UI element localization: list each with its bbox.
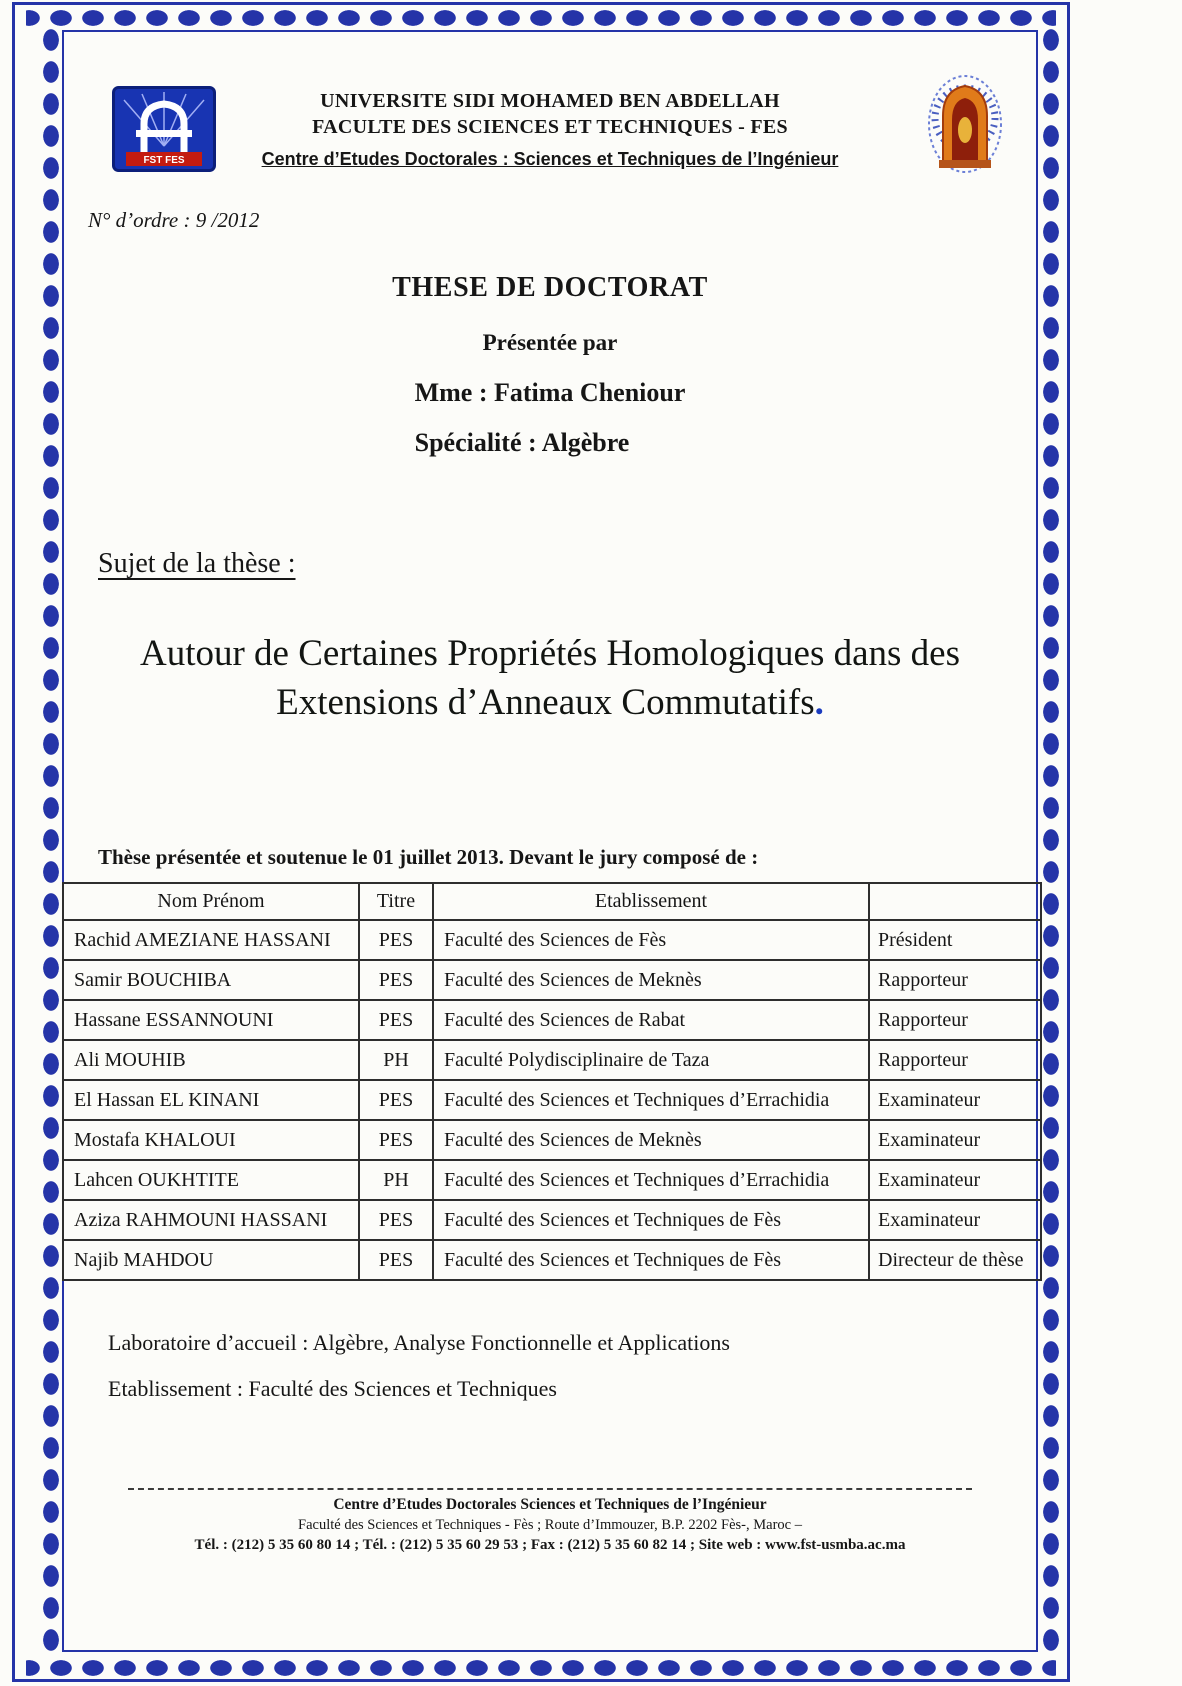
oval-chain-left [40, 26, 62, 1654]
jury-member-role: Examinateur [869, 1120, 1041, 1160]
jury-member-name: Hassane ESSANNOUNI [63, 1000, 359, 1040]
jury-member-establishment: Faculté des Sciences de Meknès [433, 960, 869, 1000]
university-seal-logo [926, 74, 1004, 178]
jury-member-role: Rapporteur [869, 960, 1041, 1000]
jury-member-name: El Hassan EL KINANI [63, 1080, 359, 1120]
footer-dashed-rule [128, 1488, 972, 1490]
col-header-establishment: Etablissement [433, 883, 869, 920]
footer [62, 1488, 1038, 1554]
footer-contacts: Tél. : (212) 5 35 60 80 14 ; Tél. : (212) 5 35 60 29 53 ; Fax : (212) 5 35 60 82 14 ; Site web : www.fst-usmba.ac.ma [194, 1537, 906, 1553]
jury-member-role: Examinateur [869, 1160, 1041, 1200]
table-row [63, 1000, 1041, 1040]
oval-chain-right [1040, 26, 1062, 1654]
jury-member-establishment: Faculté des Sciences de Rabat [433, 1000, 869, 1040]
jury-member-title: PH [359, 1160, 433, 1200]
jury-member-name: Lahcen OUKHTITE [63, 1160, 359, 1200]
jury-table-body [63, 920, 1041, 1280]
thesis-title-line2: Extensions d’Anneaux Commutatifs [276, 681, 815, 723]
fst-logo-text: FST FES [143, 155, 185, 166]
jury-member-establishment: Faculté des Sciences et Techniques d’Errachidia [433, 1080, 869, 1120]
establishment: Etablissement : Faculté des Sciences et Techniques [108, 1376, 557, 1401]
header [235, 90, 865, 170]
jury-member-role: Président [869, 920, 1041, 960]
col-header-name: Nom Prénom [63, 883, 359, 920]
table-row [63, 1200, 1041, 1240]
oval-chain-bottom [26, 1657, 1056, 1679]
table-row [63, 1080, 1041, 1120]
fst-logo-graphic [112, 86, 216, 172]
jury-member-title: PES [359, 1080, 433, 1120]
author-group [415, 378, 686, 458]
jury-member-name: Ali MOUHIB [63, 1040, 359, 1080]
jury-header-row [63, 883, 1041, 920]
jury-member-establishment: Faculté des Sciences de Fès [433, 920, 869, 960]
jury-member-title: PH [359, 1040, 433, 1080]
jury-intro: Thèse présentée et soutenue le 01 juillet 2013. Devant le jury composé de : [98, 845, 759, 869]
col-header-role [869, 883, 1041, 920]
specialty: Spécialité : Algèbre [414, 428, 630, 457]
thesis-title [62, 630, 1038, 728]
footer-address: Faculté des Sciences et Techniques - Fès ; Route d’Immouzer, B.P. 2202 Fès-, Maroc – [298, 1517, 802, 1533]
table-row [63, 960, 1041, 1000]
title-period: . [814, 681, 824, 723]
title-block [62, 272, 1038, 458]
oval-chain-top [26, 7, 1056, 29]
col-header-title: Titre [359, 883, 433, 920]
jury-member-role: Examinateur [869, 1200, 1041, 1240]
jury-member-title: PES [359, 1120, 433, 1160]
faculty-name: FACULTE DES SCIENCES ET TECHNIQUES - FES [312, 116, 788, 138]
doctoral-center-name: Centre d’Etudes Doctorales : Sciences et Techniques de l’Ingénieur [261, 149, 839, 169]
author-name: Mme : Fatima Cheniour [414, 378, 686, 407]
thesis-title-line1: Autour de Certaines Propriétés Homologiques dans des [139, 633, 961, 674]
jury-member-name: Samir BOUCHIBA [63, 960, 359, 1000]
fst-logo [112, 86, 216, 172]
jury-member-title: PES [359, 1200, 433, 1240]
jury-member-name: Mostafa KHALOUI [63, 1120, 359, 1160]
table-row [63, 1120, 1041, 1160]
table-row [63, 920, 1041, 960]
jury-member-role: Rapporteur [869, 1040, 1041, 1080]
jury-member-title: PES [359, 920, 433, 960]
table-row [63, 1240, 1041, 1280]
jury-member-role: Directeur de thèse [869, 1240, 1041, 1280]
subject-label: Sujet de la thèse : [98, 548, 296, 579]
jury-member-establishment: Faculté Polydisciplinaire de Taza [433, 1040, 869, 1080]
order-number: N° d’ordre : 9 /2012 [88, 208, 260, 232]
university-name: UNIVERSITE SIDI MOHAMED BEN ABDELLAH [320, 90, 780, 112]
host-laboratory: Laboratoire d’accueil : Algèbre, Analyse Fonctionnelle et Applications [108, 1330, 730, 1355]
jury-member-title: PES [359, 960, 433, 1000]
jury-member-role: Examinateur [869, 1080, 1041, 1120]
jury-member-title: PES [359, 1240, 433, 1280]
university-seal-graphic [926, 74, 1004, 178]
jury-member-name: Najib MAHDOU [63, 1240, 359, 1280]
jury-member-establishment: Faculté des Sciences et Techniques d’Errachidia [433, 1160, 869, 1200]
table-row [63, 1040, 1041, 1080]
jury-member-name: Rachid AMEZIANE HASSANI [63, 920, 359, 960]
jury-member-establishment: Faculté des Sciences et Techniques de Fès [433, 1240, 869, 1280]
presented-by-label: Présentée par [482, 330, 618, 355]
table-row [63, 1160, 1041, 1200]
jury-member-name: Aziza RAHMOUNI HASSANI [63, 1200, 359, 1240]
document-type-title: THESE DE DOCTORAT [392, 272, 708, 303]
jury-member-establishment: Faculté des Sciences de Meknès [433, 1120, 869, 1160]
jury-table [62, 882, 1042, 1281]
footer-center-name: Centre d’Etudes Doctorales Sciences et Techniques de l’Ingénieur [333, 1496, 767, 1513]
jury-member-title: PES [359, 1000, 433, 1040]
jury-member-role: Rapporteur [869, 1000, 1041, 1040]
jury-member-establishment: Faculté des Sciences et Techniques de Fès [433, 1200, 869, 1240]
